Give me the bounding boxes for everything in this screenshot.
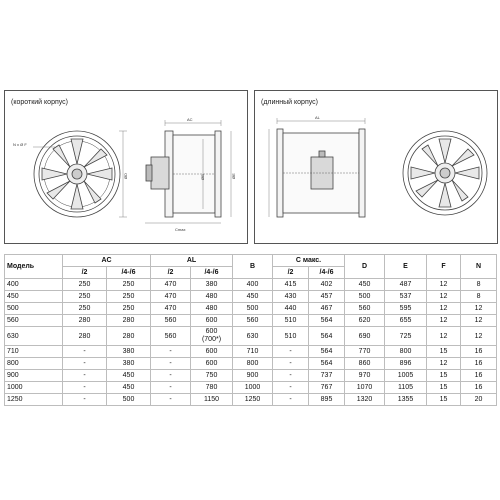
table-cell: 560 [151,315,191,327]
table-cell: 450 [107,370,151,382]
table-cell: 500 [233,303,273,315]
table-cell: - [63,382,107,394]
table-cell: 537 [385,291,427,303]
model-cell: 560 [5,315,63,327]
header-al: AL [151,255,233,267]
table-cell: 970 [345,370,385,382]
d-dimension-label: ØD [123,173,128,179]
table-cell: 250 [107,303,151,315]
model-cell: 900 [5,370,63,382]
table-cell: 450 [345,279,385,291]
table-cell: 1070 [345,382,385,394]
table-cell: 8 [461,279,497,291]
table-cell: 896 [385,358,427,370]
table-cell: 250 [63,303,107,315]
model-cell: 1000 [5,382,63,394]
table-cell: 280 [107,315,151,327]
table-cell: 600 [191,315,233,327]
short-housing-drawing-panel [4,90,248,244]
cmax-dimension-label: Cmax [175,227,186,232]
table-cell: 467 [309,303,345,315]
table-cell: 1005 [385,370,427,382]
table-cell: - [151,370,191,382]
short-housing-label: (короткий корпус) [11,99,69,106]
table-cell: 620 [345,315,385,327]
table-row [5,303,497,315]
table-cell: 15 [427,394,461,406]
table-cell: - [151,394,191,406]
table-cell: 402 [309,279,345,291]
table-cell: 380 [107,346,151,358]
table-cell: 750 [191,370,233,382]
table-cell: 564 [309,358,345,370]
table-cell: 560 [151,327,191,346]
table-cell: - [151,382,191,394]
table-cell: 767 [309,382,345,394]
table-row [5,327,497,346]
table-row [5,291,497,303]
table-row [5,346,497,358]
table-cell: 280 [63,315,107,327]
table-cell: 16 [461,346,497,358]
header-ac: AC [63,255,151,267]
b-dimension-label: ØB [200,174,205,180]
al-dimension-label: AL [315,115,320,120]
table-cell: 250 [107,291,151,303]
table-cell: 20 [461,394,497,406]
table-cell: 1150 [191,394,233,406]
header-b: B [233,255,273,279]
fan-long-side-view [277,129,365,217]
table-cell: 600 [191,346,233,358]
table-cell: 1250 [233,394,273,406]
header-cmax: C макс. [273,255,345,267]
table-cell: 860 [345,358,385,370]
table-cell: - [63,370,107,382]
table-cell: - [151,346,191,358]
table-cell: 800 [385,346,427,358]
table-cell: 500 [107,394,151,406]
model-cell: 630 [5,327,63,346]
subheader-cmax-46: /4-/6 [309,267,345,279]
table-cell: 250 [63,291,107,303]
table-cell: 12 [427,315,461,327]
table-body [5,279,497,406]
table-cell: 380 [107,358,151,370]
table-cell: 457 [309,291,345,303]
table-cell: - [273,394,309,406]
table-cell: 737 [309,370,345,382]
table-cell: 16 [461,358,497,370]
table-cell: 600 [191,358,233,370]
table-cell: 12 [461,315,497,327]
table-cell: 450 [233,291,273,303]
table-cell: 725 [385,327,427,346]
table-cell: 1000 [233,382,273,394]
table-cell: 450 [107,382,151,394]
subheader-ac-2: /2 [63,267,107,279]
table-cell: 12 [461,303,497,315]
fan-long-front-view [403,131,487,215]
fan-front-view [34,131,120,217]
table-cell: 12 [427,291,461,303]
table-cell: 770 [345,346,385,358]
table-cell: 500 [345,291,385,303]
table-row [5,315,497,327]
table-header-row [5,255,497,267]
table-cell: 560 [345,303,385,315]
table-cell: 655 [385,315,427,327]
fan-side-view [146,131,221,217]
table-cell: 780 [191,382,233,394]
table-cell: - [63,346,107,358]
model-cell: 500 [5,303,63,315]
model-cell: 800 [5,358,63,370]
table-cell: - [63,394,107,406]
table-cell: 690 [345,327,385,346]
table-cell: 564 [309,327,345,346]
header-n: N [461,255,497,279]
model-cell: 1250 [5,394,63,406]
subheader-al-46: /4-/6 [191,267,233,279]
subheader-cmax-2: /2 [273,267,309,279]
e-dimension-label: ØE [231,173,236,179]
header-model: Модель [5,255,63,279]
long-housing-label: (длинный корпус) [261,99,318,106]
table-cell: 8 [461,291,497,303]
table-cell: 400 [233,279,273,291]
table-cell: 280 [63,327,107,346]
table-cell: 600 (700*) [191,327,233,346]
table-cell: 564 [309,346,345,358]
table-cell: 630 [233,327,273,346]
header-f: F [427,255,461,279]
table-cell: 12 [427,303,461,315]
table-cell: - [273,382,309,394]
table-cell: 380 [191,279,233,291]
table-cell: 440 [273,303,309,315]
table-cell: 12 [461,327,497,346]
header-e: E [385,255,427,279]
table-cell: 16 [461,382,497,394]
ac-dimension-label: AC [187,117,193,122]
table-cell: 800 [233,358,273,370]
table-cell: 12 [427,358,461,370]
table-cell: - [151,358,191,370]
header-d: D [345,255,385,279]
table-cell: 415 [273,279,309,291]
table-cell: 1355 [385,394,427,406]
table-row [5,358,497,370]
table-cell: 900 [233,370,273,382]
table-row [5,382,497,394]
table-cell: 12 [427,327,461,346]
table-cell: 280 [107,327,151,346]
table-cell: 15 [427,346,461,358]
table-cell: 510 [273,315,309,327]
table-cell: 470 [151,303,191,315]
table-cell: 510 [273,327,309,346]
table-row [5,279,497,291]
model-cell: 400 [5,279,63,291]
table-cell: 470 [151,279,191,291]
table-cell: 710 [233,346,273,358]
table-cell: 564 [309,315,345,327]
table-cell: 15 [427,370,461,382]
table-cell: 480 [191,291,233,303]
table-cell: 12 [427,279,461,291]
table-cell: - [273,346,309,358]
table-cell: 1105 [385,382,427,394]
table-cell: 560 [233,315,273,327]
long-housing-drawing-panel [254,90,498,244]
table-cell: - [63,358,107,370]
table-cell: 1320 [345,394,385,406]
table-cell: 430 [273,291,309,303]
table-cell: 470 [151,291,191,303]
nxf-dimension-label: N x Ø F [13,142,27,147]
table-cell: 895 [309,394,345,406]
table-row [5,370,497,382]
table-cell: 250 [107,279,151,291]
table-cell: - [273,370,309,382]
table-cell: 487 [385,279,427,291]
short-housing-drawing [5,91,247,243]
table-cell: 480 [191,303,233,315]
long-housing-drawing [255,91,497,243]
subheader-al-2: /2 [151,267,191,279]
model-cell: 710 [5,346,63,358]
dimensions-table [4,254,497,406]
model-cell: 450 [5,291,63,303]
subheader-ac-46: /4-/6 [107,267,151,279]
table-cell: 16 [461,370,497,382]
table-cell: 595 [385,303,427,315]
table-cell: 250 [63,279,107,291]
table-cell: 15 [427,382,461,394]
table-row [5,394,497,406]
table-cell: - [273,358,309,370]
